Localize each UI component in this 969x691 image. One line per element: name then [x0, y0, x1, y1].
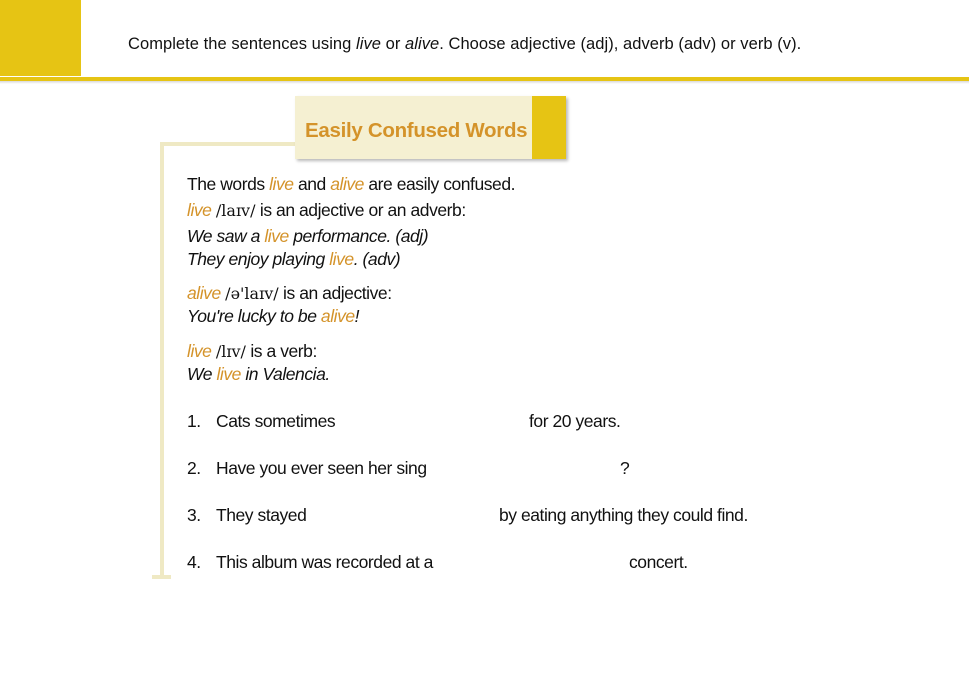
- title-box: [295, 96, 566, 159]
- exercise-1-after: for 20 years.: [529, 411, 621, 431]
- text-segment: We: [187, 364, 217, 384]
- text-segment: The words: [187, 174, 270, 194]
- highlight-alive: alive: [187, 283, 221, 303]
- text-segment: is an adjective or an adverb:: [255, 200, 466, 220]
- exercise-2: [187, 458, 427, 479]
- exercise-text-before: They stayed: [216, 505, 307, 525]
- exercise-4-after: concert.: [629, 552, 688, 572]
- exercise-2-after: ?: [620, 458, 630, 478]
- header-rule-shadow: [0, 81, 969, 84]
- exercise-text-before: This album was recorded at a: [216, 552, 433, 572]
- text-segment: are easily confused.: [363, 174, 516, 194]
- exercise-text-before: Cats sometimes: [216, 411, 336, 431]
- exercise-3: [187, 505, 306, 526]
- instruction-part-1: Complete the sentences using: [128, 35, 357, 53]
- instruction-word-live: live: [356, 35, 381, 53]
- highlight-live: live: [216, 364, 241, 384]
- text-segment: and: [293, 174, 331, 194]
- highlight-live: live: [187, 341, 212, 361]
- frame-foot-bar: [152, 575, 171, 579]
- exercise-text-before: Have you ever seen her sing: [216, 458, 427, 478]
- exercise-number: 1.: [187, 411, 201, 431]
- highlight-live: live: [329, 249, 354, 269]
- explanation-line-1: [187, 174, 515, 195]
- header-accent-block: [0, 0, 81, 76]
- explanation-line-2: [187, 200, 466, 221]
- frame-top-bar: [160, 142, 298, 146]
- exercise-number: 3.: [187, 505, 201, 525]
- highlight-live: live: [264, 226, 289, 246]
- text-segment: We saw a: [187, 226, 265, 246]
- instruction-text: [128, 35, 801, 54]
- example-line-3: [187, 306, 359, 327]
- text-segment: They enjoy playing: [187, 249, 330, 269]
- highlight-alive: alive: [330, 174, 364, 194]
- exercise-number: 4.: [187, 552, 201, 572]
- example-line-1: [187, 226, 428, 247]
- phonetic-transcription: /ə'laɪv/: [225, 284, 279, 303]
- text-segment: . (adv): [353, 249, 401, 269]
- example-line-4: [187, 364, 330, 385]
- phonetic-transcription: /laɪv/: [215, 201, 256, 220]
- exercise-number: 2.: [187, 458, 201, 478]
- highlight-live: live: [187, 200, 212, 220]
- exercise-1: [187, 411, 335, 432]
- box-title: Easily Confused Words: [305, 119, 528, 142]
- instruction-part-3: . Choose adjective (adj), adverb (adv) or verb (v).: [439, 35, 802, 53]
- text-segment: You're lucky to be: [187, 306, 321, 326]
- highlight-alive: alive: [320, 306, 355, 326]
- instruction-word-alive: alive: [405, 35, 440, 53]
- explanation-line-3: [187, 283, 392, 304]
- text-segment: !: [354, 306, 360, 326]
- text-segment: is an adjective:: [278, 283, 392, 303]
- phonetic-transcription: /lɪv/: [215, 342, 246, 361]
- frame-vertical-bar: [160, 142, 164, 578]
- explanation-line-4: [187, 341, 317, 362]
- exercise-4: [187, 552, 433, 573]
- text-segment: is a verb:: [245, 341, 317, 361]
- text-segment: performance. (adj): [288, 226, 429, 246]
- example-line-2: [187, 249, 400, 270]
- instruction-part-2: or: [380, 35, 406, 53]
- exercise-3-after: by eating anything they could find.: [499, 505, 748, 525]
- title-accent-block: [532, 96, 566, 159]
- highlight-live: live: [269, 174, 294, 194]
- text-segment: in Valencia.: [240, 364, 330, 384]
